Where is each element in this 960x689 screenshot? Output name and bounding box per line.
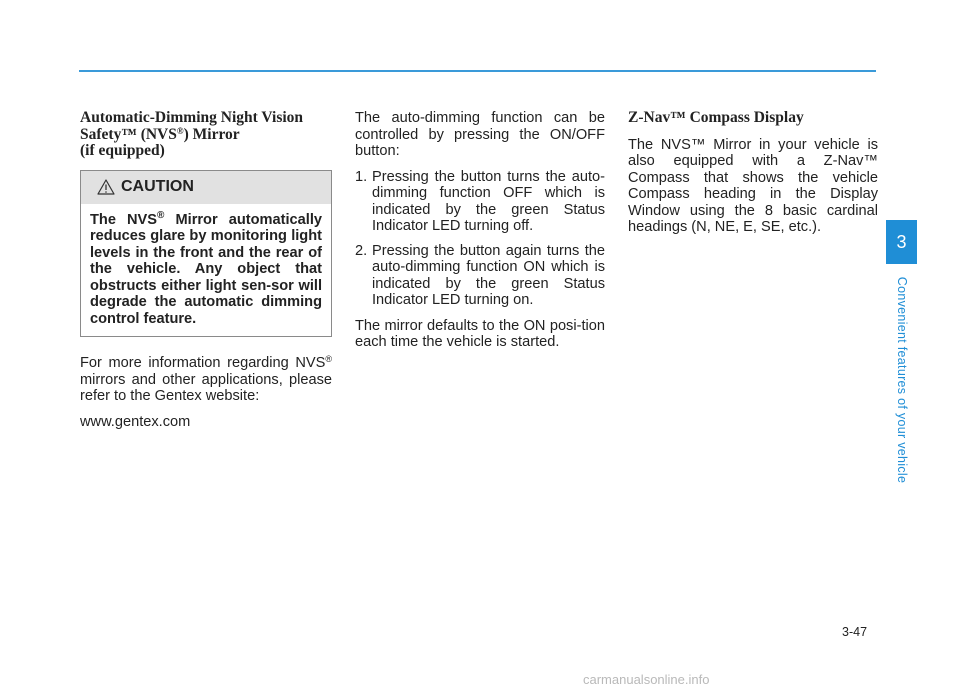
info-paragraph: For more information regarding NVS® mirrors and other applications, please refer to the Gentex website: <box>80 354 332 404</box>
caution-header <box>81 171 331 204</box>
chapter-number: 3 <box>896 231 907 252</box>
warning-triangle-icon <box>97 179 115 195</box>
column-left <box>80 110 332 439</box>
chapter-tab <box>886 220 917 264</box>
chapter-label: Convenient features of your vehicle <box>895 276 909 484</box>
outro-paragraph: The mirror defaults to the ON posi-tion each time the vehicle is started. <box>355 317 605 350</box>
intro-paragraph: The auto-dimming function can be controlled by pressing the ON/OFF button: <box>355 110 605 159</box>
column-middle <box>355 110 605 360</box>
caution-box <box>80 170 332 338</box>
steps-list <box>355 169 605 309</box>
page-number: 3-47 <box>842 625 868 639</box>
website-text: www.gentex.com <box>80 413 191 430</box>
top-rule <box>79 70 876 72</box>
compass-paragraph: The NVS™ Mirror in your vehicle is also equipped with a Z-Nav™ Compass that shows the vehicle Compass heading in the Display Window using the 8 basic cardinal headings (N, NE, E, SE, etc.). <box>628 136 878 235</box>
caution-text: The NVS® Mirror automatically reduces glare by monitoring light levels in the front and the rear of the vehicle. Any object that obstructs either light sen-sor will degrade the automatic dimming control feature. <box>90 209 322 327</box>
list-item: 2. Pressing the button again turns the auto-dimming function ON which is indicated by the green Status Indicator LED turning on. <box>355 242 605 308</box>
section-heading-nvs-mirror: Automatic-Dimming Night Vision Safety™ (NVS®) Mirror (if equipped) <box>80 109 304 159</box>
list-item: 1. Pressing the button turns the auto-dimming function OFF which is indicated by the green Status Indicator LED turning off. <box>355 168 605 234</box>
column-right <box>628 110 878 245</box>
watermark: carmanualsonline.info <box>583 672 710 687</box>
caution-label: CAUTION <box>121 177 194 195</box>
section-heading-compass: Z-Nav™ Compass Display <box>628 109 804 126</box>
